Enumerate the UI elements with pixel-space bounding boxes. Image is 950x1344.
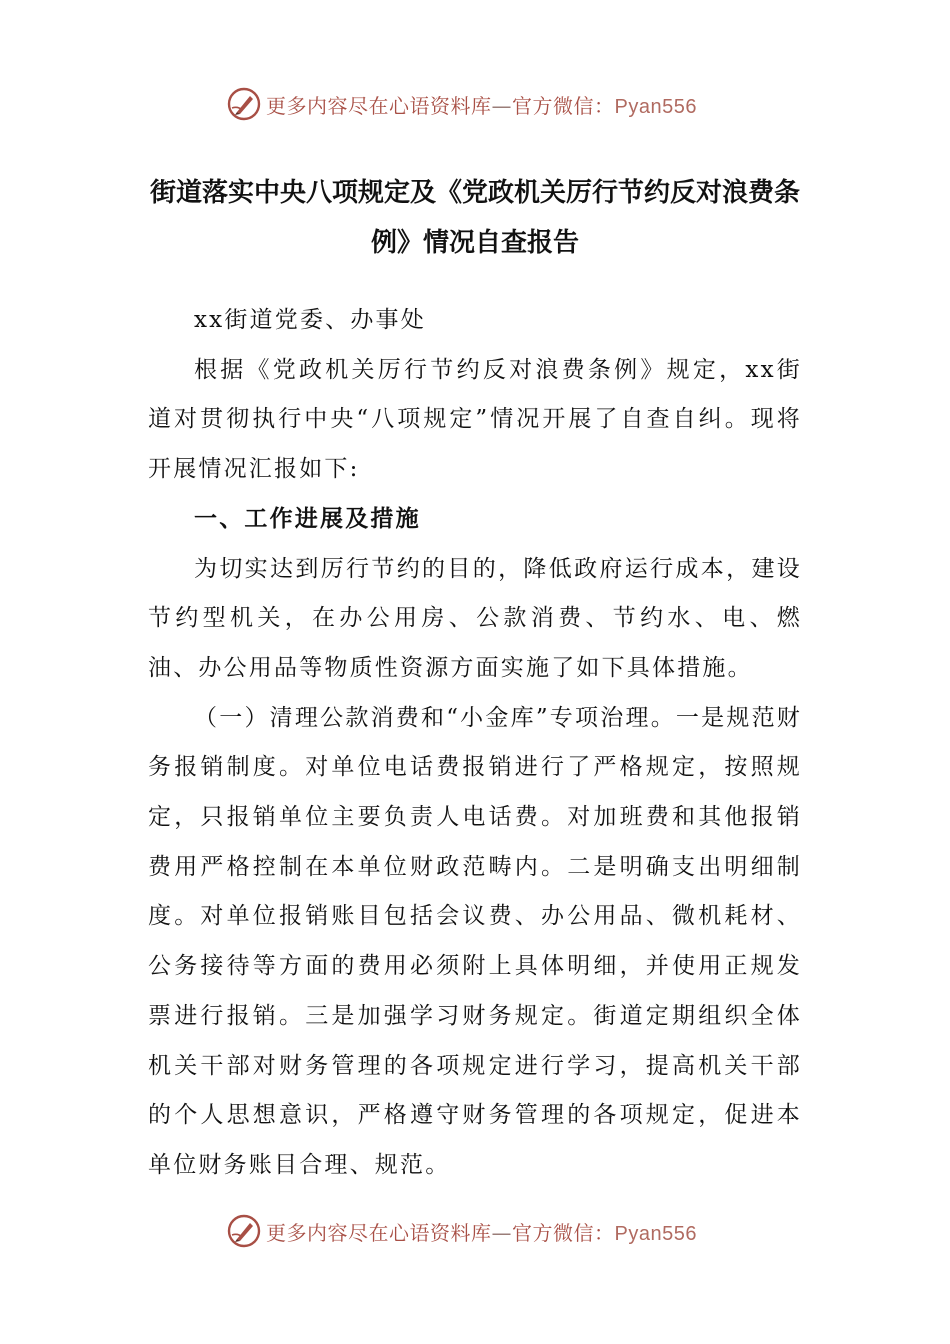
- subsection-paragraph: （一）清理公款消费和“小金库”专项治理。一是规范财务报销制度。对单位电话费报销进行了严格规定，按照规定，只报销单位主要负责人电话费。对加班费和其他报销费用严格控制在本单位财政范畴内。二是明确支出明细制度。对单位报销账目包括会议费、办公用品、微机耗材、公务接待等方面的费用必须附上具体明细，并使用正规发票进行报销。三是加强学习财务规定。街道定期组织全体机关干部对财务管理的各项规定进行学习，提高机关干部的个人思想意识，严格遵守财务管理的各项规定，促进本单位财务账目合理、规范。: [148, 704, 802, 1178]
- watermark-banner-bottom: [226, 1211, 697, 1251]
- section-heading: 一、工作进展及措施: [194, 505, 421, 532]
- intro-paragraph: 根据《党政机关厉行节约反对浪费条例》规定，xx街道对贯彻执行中央“八项规定”情况开展了自查自纠。现将开展情况汇报如下:: [148, 356, 802, 483]
- title-line-2: 例》情况自查报告: [370, 228, 579, 258]
- section-paragraph: 为切实达到厉行节约的目的，降低政府运行成本，建设节约型机关，在办公用房、公款消费、节约水、电、燃油、办公用品等物质性资源方面实施了如下具体措施。: [148, 555, 802, 681]
- document-body: [148, 296, 802, 1191]
- pen-logo-icon: [226, 1213, 262, 1249]
- recipient-line: xx街道党委、办事处: [194, 307, 426, 333]
- title-line-1: 街道落实中央八项规定及《党政机关厉行节约反对浪费条: [149, 178, 800, 208]
- document-title: [148, 168, 802, 268]
- pen-logo-icon: [226, 86, 262, 122]
- watermark-banner-top: [226, 84, 697, 124]
- watermark-text: 更多内容尽在心语资料库—官方微信：Pyan556: [266, 1220, 697, 1245]
- watermark-text: 更多内容尽在心语资料库—官方微信：Pyan556: [266, 93, 697, 118]
